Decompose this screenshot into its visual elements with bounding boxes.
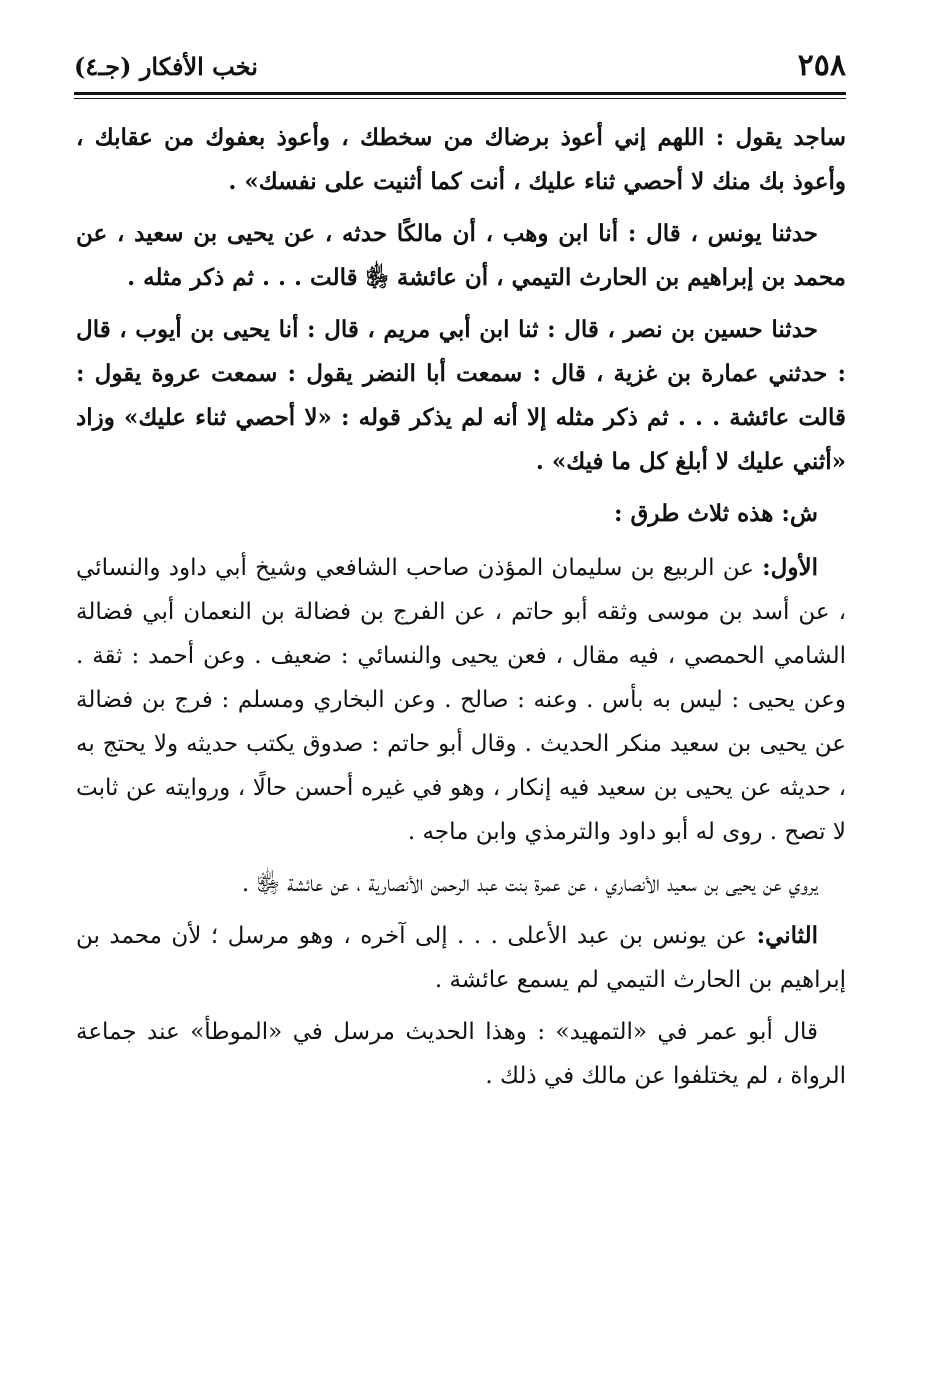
commentary-text: عن يونس بن عبد الأعلى . . . إلى آخره ، وهو مرسل ؛ لأن محمد بن إبراهيم بن الحارث التيمي لم يسمع عائشة . bbox=[76, 923, 846, 993]
commentary-lead: الأول: bbox=[762, 554, 818, 581]
hadith-text: حدثنا حسين بن نصر ، قال : ثنا ابن أبي مريم ، قال : أنا يحيى بن أيوب ، قال : حدثني عمارة بن غزية ، قال : سمعت أبا النضر يقول : سمعت عروة يقول : قالت عائشة . . . ثم ذكر مثله إلا أنه لم يذكر قوله : «لا أحصي ثناء عليك» وزاد «أثني عليك لا أبلغ كل ما فيك» . bbox=[76, 316, 846, 475]
page-body bbox=[76, 116, 846, 1106]
header-rule-thick bbox=[74, 92, 846, 95]
commentary-paragraph-4 bbox=[76, 1010, 846, 1098]
hadith-text: ساجد يقول : اللهم إني أعوذ برضاك من سخطك ، وأعوذ بعفوك من عقابك ، وأعوذ بك منك لا أحصي ثناء عليك ، أنت كما أثنيت على نفسك» . bbox=[76, 124, 846, 195]
commentary-text: يروي عن يحيى بن سعيد الأنصاري ، عن عمرة بنت عبد الرحمن الأنصارية ، عن عائشة ﵂ . bbox=[241, 871, 818, 897]
hadith-text: حدثنا يونس ، قال : أنا ابن وهب ، أن مالكًا حدثه ، عن يحيى بن سعيد ، عن محمد بن إبراهيم بن الحارث التيمي ، أن عائشة ﵂ قالت . . . ثم ذكر مثله . bbox=[76, 220, 846, 291]
page-header bbox=[74, 48, 846, 88]
hadith-paragraph-1 bbox=[76, 116, 846, 204]
commentary-text: عن الربيع بن سليمان المؤذن صاحب الشافعي وشيخ أبي داود والنسائي ، عن أسد بن موسى وثقه أبو حاتم ، عن الفرج بن فضالة بن النعمان أبي فضالة الشامي الحمصي ، فيه مقال ، فعن يحيى والنسائي : ضعيف . وعن أحمد : ثقة . وعن يحيى : ليس به بأس . وعنه : صالح . وعن البخاري ومسلم : فرج بن فضالة عن يحيى بن سعيد منكر الحديث . وقال أبو حاتم : صدوق يكتب حديثه ولا يحتج به ، حديثه عن يحيى بن سعيد فيه إنكار ، وهو في غيره أحسن حالًا ، وروايته عن ثابت لا تصح . روى له أبو داود والترمذي وابن ماجه . bbox=[76, 555, 846, 845]
commentary-text: قال أبو عمر في «التمهيد» : وهذا الحديث مرسل في «الموطأ» عند جماعة الرواة ، لم يختلفوا عن مالك في ذلك . bbox=[76, 1019, 846, 1089]
hadith-paragraph-3 bbox=[76, 308, 846, 484]
commentary-paragraph-1 bbox=[76, 546, 846, 854]
commentary-paragraph-2 bbox=[76, 862, 846, 906]
commentary-paragraph-3 bbox=[76, 914, 846, 1002]
commentary-lead: الثاني: bbox=[756, 922, 818, 949]
section-label: ش: هذه ثلاث طرق : bbox=[614, 500, 818, 527]
running-title: نخب الأفكار (جـ٤) bbox=[74, 52, 258, 81]
header-rule-thin bbox=[74, 98, 846, 99]
page-number: ٢٥٨ bbox=[797, 48, 846, 83]
hadith-paragraph-2 bbox=[76, 212, 846, 300]
